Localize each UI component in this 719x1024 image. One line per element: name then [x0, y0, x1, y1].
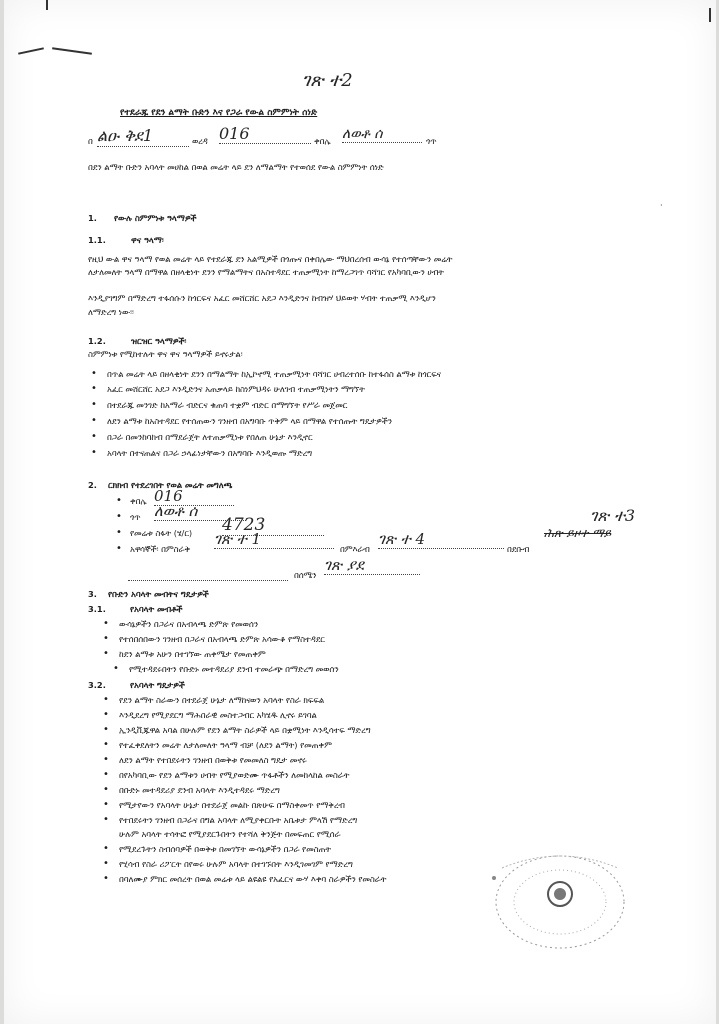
- land-kebele-label: • ቀበሌ: [130, 496, 146, 507]
- right-sub-bullet: • የሚተዳደሩበትን የቡድኑ መተዳደሪያ ደንብ ተመራጭ በማድረግ መወሰን: [129, 664, 339, 675]
- west-label: በምእራብ: [340, 544, 370, 554]
- neighbors-label: • አዋሳኞች፡ በምስራቅ: [130, 544, 190, 555]
- duty-bullet: • የሚታየውን የአባላት ሁኔታ በተደራጀ መልኩ በጽሁፍ በማስቀመጥ የማቅረብ: [119, 800, 345, 811]
- objective-bullet: • በጋራ በመንከባከብ በማደራጀት ለተጠቃሚነቱ የበለጠ ሁኔታ እንዲኖር: [107, 432, 313, 443]
- north-label: በሰሜን: [294, 570, 317, 580]
- scan-dot: ·: [660, 200, 663, 210]
- para2-line1: እንዲያገግም በማድረግ ተፋሰሱን ከጎርፍና አፈር መሸርሸር አደጋ እንዲድንና ከብዝሃ ህይወት ሃብት ተጠቃሚ እንዲሆን: [88, 293, 436, 303]
- section3-1-title: የአባላት መብቶች: [130, 604, 183, 614]
- kebele-field: ለወቶ ሰ: [342, 126, 422, 143]
- name-field: ልዑ ቅደ1: [97, 126, 189, 147]
- duty-bullet: • በየአካባቢው የደን ልማቱን ሀብት የሚያወድሙ ጥፋቶችን ለመከላከል መስራት: [119, 770, 349, 781]
- name-prefix: በ: [88, 136, 93, 146]
- section1-2-number: 1.2.: [88, 336, 106, 346]
- section1-2-intro: ስምምነቱ የሚከተሉት ዋና ዋና ዓላማዎች ይኖሩታል፡: [88, 349, 243, 359]
- section1-2-title: ዝርዝር ዓላማዎች፡: [131, 336, 187, 346]
- duty-continuation: ሁሉም አባላት ተሳትፎ የሚያደርጉበትን የተሻለ ቅንጅት በመፍጠር የሚሰራ: [119, 829, 341, 839]
- scan-edge-mark: [709, 8, 711, 22]
- official-seal: [482, 848, 632, 958]
- got-suffix: ጎጥ: [426, 136, 437, 146]
- scan-mark: [46, 0, 48, 10]
- duty-bullet: • የሂሳብ የስራ ሪፖርት በየወሩ ሁሉም አባላት በተገኙበት እንዲገመገም የማድረግ: [119, 859, 353, 870]
- land-area-field: 4723: [222, 515, 324, 536]
- scan-mark: [52, 47, 92, 55]
- section3-1-number: 3.1.: [88, 604, 106, 614]
- document-subtitle: በደን ልማት ቡድን አባላት መሀከል በወል መሬት ላይ ደን ለማልማት የተወሰደ የውል ስምምነት ሰነድ: [88, 162, 384, 172]
- objective-bullet: • በተደራጁ መንገድ ከአማራ ብድርና ቁጠባ ተቋም ብድር በማግኘት የሥራ መጀመር: [107, 400, 347, 411]
- objective-bullet: • አባላት በተናጠልና በጋራ ኃላፊነታቸውን በአግባቡ እንዲወጡ ማድረግ: [107, 448, 312, 459]
- woreda-label: ወረዳ: [192, 136, 208, 146]
- land-kebele-field: 016: [154, 487, 234, 506]
- woreda-field: 016: [219, 124, 311, 144]
- scan-mark: [18, 47, 44, 54]
- duty-bullet: • የተፈቀደለትን መሬት ለታለመለት ዓላማ ብቻ (ለደን ልማት) የመጠቀም: [119, 740, 332, 751]
- document-title: የተደራጁ የደን ልማት ቡድን እና የጋራ የውል ስምምነት ሰነድ: [120, 108, 318, 118]
- section3-number: 3.: [88, 589, 97, 599]
- duty-bullet: • በቡድኑ መተዳደሪያ ደንብ አባላት እንዲተዳደሩ ማድረግ: [119, 785, 280, 796]
- duty-bullet: • የደን ልማት ስራውን በተደራጀ ሁኔታ ለማከናወን አባላት የስራ ክፍፍል: [119, 695, 324, 706]
- right-bullet: • ውሳኔዎችን በጋራና በአብላጫ ድምጽ የመወሰን: [119, 619, 258, 630]
- south-neighbor-field: ገጽ ያደ: [324, 556, 420, 575]
- document-page: [4, 0, 716, 1024]
- north-neighbor-field: ገጽ ተ3: [590, 506, 636, 525]
- west-neighbor-field: ገጽ ተ 4: [378, 530, 504, 549]
- duty-bullet: • የተበደሩትን ገንዘብ በጋራና በግል አባላት ለሚያቀርቡት አቤቱታ ምላሽ የማድረግ: [119, 815, 357, 826]
- section3-title: የቡድን አባላት መብትና ግዴታዎች: [108, 589, 209, 599]
- objective-bullet: • አፈር መሸርሸር አደጋ እንዲድንና አጠቃላይ ከስነምህዳሩ ሁለገብ ተጠቃሚነትን ማግኘት: [107, 384, 365, 395]
- right-bullet: • የተሰበሰበውን ገንዘብ በጋራና በአብላጫ ድምጽ አሳውቆ የማስተዳደር: [119, 634, 325, 645]
- land-area-label: • የመሬቱ ስፋት (ሄ/ር): [130, 528, 192, 539]
- duty-bullet: • ለደን ልማት የተበደሩትን ገንዘብ በወቅቱ የመመለስ ግዴታ መኖሩ: [119, 755, 307, 766]
- section1-title: የውሉ ስምምነቱ ዓላማዎች: [114, 213, 197, 223]
- section3-2-number: 3.2.: [88, 680, 106, 690]
- para1-line1: የዚህ ውል ዋና ዓላማ የወል መሬት ላይ የተደራጁ ደን አልሚዎች በጎጡና በቀበሌው ማህበረሰብ ውሳኔ የተሰጣቸውን መሬት: [88, 254, 453, 264]
- section3-2-title: የአባላት ግዴታዎች: [130, 680, 185, 690]
- para2-line2: ለማድረግ ነው፡፡: [88, 307, 134, 317]
- duty-bullet: • የሚደረጉትን ስብሰባዎች በወቅቱ በመገኘት ውሳኔዎችን በጋራ የመስጠት: [119, 844, 331, 855]
- section2-number: 2.: [88, 480, 97, 490]
- north-extra-field: ሕጽ ይዞተ ማይ: [544, 526, 612, 540]
- objective-bullet: • በጥል መሬት ላይ በዘላቂነት ደንን በማልማት ከኢኮኖሚ ተጠቃሚነት ባሻገር ሀብረተሰቡ ከተፋሰስ ልማቱ ከጎርፍና: [107, 369, 441, 380]
- section1-1-number: 1.1.: [88, 235, 106, 245]
- duty-bullet: • በባለሙያ ምክር መሰረት በወል መሬቱ ላይ ልዩልዩ የአፈርና ውሃ እቀባ ስራዎችን የመስራት: [119, 874, 386, 885]
- handwritten-page-number: ገጽ ተ2: [302, 70, 353, 91]
- objective-bullet: • ለደን ልማቱ ከአስተዳደር የተሰጠውን ገንዘብ በአግባቡ ጥቅም ላይ በማዋል የተሰጡት ግዴታዎችን: [107, 416, 392, 427]
- section1-1-title: ዋና ዓላማ፡: [131, 235, 164, 245]
- south-label: በደቡብ: [507, 544, 530, 554]
- para1-line2: ለታለመለት ዓላማ በማዋል በዘላቂነት ደንን የማልማትና በአስተዳደር ተጠቃሚነት ከማረጋገጥ ባሻገር የአካባቢውን ሀብት: [88, 267, 444, 277]
- land-got-label: • ጎጥ: [130, 512, 140, 523]
- right-bullet: • ከደን ልማቱ አሁን በተገኘው ጠቀሜታ የመጠቀም: [119, 649, 266, 660]
- land-got-field: ለወቶ ሰ: [154, 502, 246, 521]
- east-neighbor-field: ገጽ ተ 1: [214, 530, 334, 549]
- duty-bullet: • ኢንዲቪጁዋል አባል በሁሉም የደን ልማት ስራዎች ላይ በቋሚነት እንዲሳተፍ ማድረግ: [119, 725, 371, 736]
- duty-bullet: • እንዲደረግ የሚያደርግ ማሕበራዊ መስተጋብር አካሄዱ ሊኖሩ ይገባል: [119, 710, 317, 721]
- section2-title: ርክክብ የተደረገበት የወል መሬት መግለጫ: [108, 480, 233, 490]
- kebele-label: ቀበሌ: [314, 136, 331, 146]
- section1-number: 1.: [88, 213, 97, 223]
- north-fill-line: [128, 570, 288, 581]
